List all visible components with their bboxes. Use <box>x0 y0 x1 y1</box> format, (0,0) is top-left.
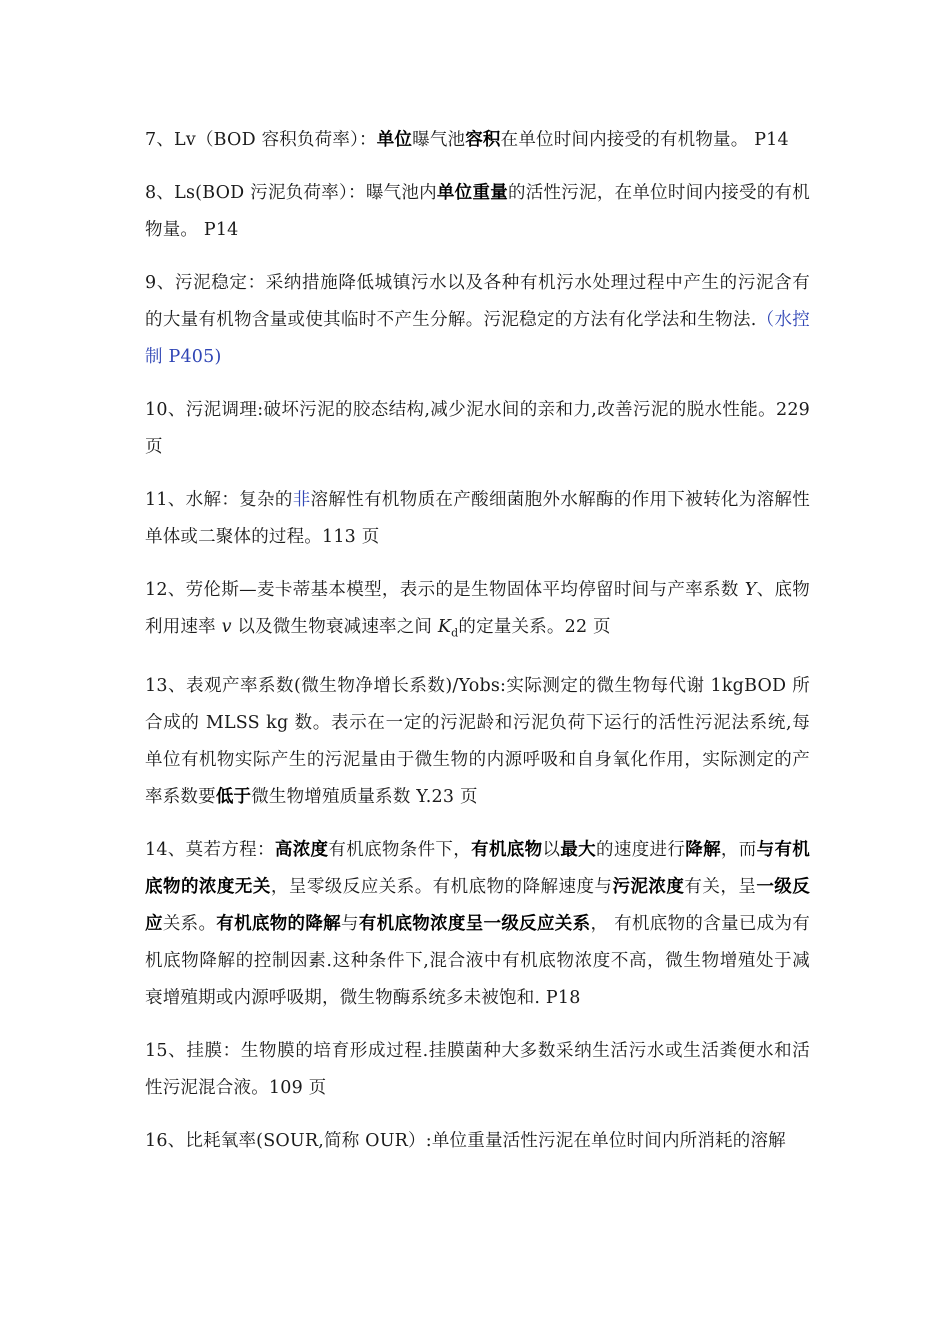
definition-text: 微生物增殖质量系数 Y.23 页 <box>251 786 478 807</box>
definition-text: 14、莫若方程： <box>145 839 275 860</box>
definition-e12 <box>145 572 810 652</box>
bold-term: 降解 <box>685 839 721 860</box>
definition-e13 <box>145 668 810 816</box>
definition-text: 的速度进行 <box>596 839 686 860</box>
definition-text: 10、污泥调理:破坏污泥的胶态结构,减少泥水间的亲和力,改善污泥的脱水性能。229 页 <box>145 400 810 457</box>
symbol-text: Y <box>744 580 757 600</box>
definition-e8 <box>145 175 810 249</box>
definition-text: 、底物利用速率 <box>145 580 810 637</box>
definition-text: 在单位时间内接受的有机物量。 P14 <box>500 130 789 150</box>
bold-term: 与有机底物的浓度无关 <box>145 839 810 897</box>
bold-term: 有机底物 <box>471 839 543 860</box>
symbol-text: K <box>437 617 452 637</box>
subscript-text: d <box>451 626 459 640</box>
definition-text: 以及微生物衰减速率之间 <box>231 617 438 637</box>
definition-text: 与 <box>341 913 359 934</box>
definition-e14 <box>145 832 810 1017</box>
symbol-text: v <box>221 617 232 637</box>
definition-e7 <box>145 122 810 159</box>
bold-term: 最大 <box>560 839 597 860</box>
definition-text: ， 有机底物的含量已成为有机底物降解的控制因素.这种条件下,混合液中有机底物浓度不高，微生物增殖处于减衰增殖期或内源呼吸期，微生物酶系统多未被饱和. P18 <box>145 913 810 1008</box>
bold-term: 单位 <box>376 130 413 150</box>
definition-e9 <box>145 265 810 376</box>
definition-e10 <box>145 392 810 466</box>
bold-term: 一级反应 <box>145 876 810 934</box>
definition-text: ，呈零级反应关系。有机底物的降解速度与 <box>270 876 613 897</box>
definition-text: 有关，呈 <box>684 876 757 897</box>
definition-e16 <box>145 1123 810 1160</box>
definitions-list <box>145 122 810 1176</box>
definition-text: 关系。 <box>162 913 217 934</box>
definition-text: 的活性污泥，在单位时间内接受的有机物量。 P14 <box>145 183 810 240</box>
highlighted-text: 非 <box>292 490 311 510</box>
definition-text: 12、劳伦斯—麦卡蒂基本模型，表示的是生物固体平均停留时间与产率系数 <box>145 580 745 600</box>
definition-text: 7、Lv（BOD 容积负荷率）： <box>145 130 377 150</box>
definition-text: 以 <box>542 839 561 860</box>
definition-e15 <box>145 1033 810 1107</box>
definition-text: 的定量关系。22 页 <box>458 617 611 637</box>
definition-text: ，而 <box>720 839 757 860</box>
definition-text: 9、污泥稳定：采纳措施降低城镇污水以及各种有机污水处理过程中产生的污泥含有的大量有机物含量或使其临时不产生分解。污泥稳定的方法有化学法和生物法. <box>145 273 810 330</box>
bold-term: 有机底物浓度呈一级反应关系 <box>358 913 591 934</box>
bold-term: 单位重量 <box>436 183 508 203</box>
bold-term: 容积 <box>465 130 501 150</box>
definition-text: 11、水解：复杂的 <box>145 490 293 510</box>
definition-e11 <box>145 482 810 556</box>
bold-term: 高浓度 <box>274 839 329 860</box>
definition-text: 溶解性有机物质在产酸细菌胞外水解酶的作用下被转化为溶解性单体或二聚体的过程。113 页 <box>145 490 810 547</box>
definition-text: 曝气池 <box>412 130 466 150</box>
bold-term: 污泥浓度 <box>612 876 685 897</box>
definition-text: 13、表观产率系数(微生物净增长系数)/Yobs:实际测定的微生物每代谢 1kgBOD 所合成的 MLSS kg 数。表示在一定的污泥龄和污泥负荷下运行的活性污泥法系统,每单位有机物实际产生的污泥量由于微生物的内源呼吸和自身氧化作用，实际测定的产率系数要 <box>145 675 810 807</box>
definition-text: 8、Ls(BOD 污泥负荷率）：曝气池内 <box>145 183 437 203</box>
definition-text: 15、挂膜：生物膜的培育形成过程.挂膜菌种大多数采纳生活污水或生活粪便水和活性污泥混合液。109 页 <box>145 1040 810 1098</box>
definition-text: 16、比耗氧率(SOUR,简称 OUR）:单位重量活性污泥在单位时间内所消耗的溶解 <box>145 1130 786 1151</box>
highlighted-text: （水控制 P405) <box>145 310 810 367</box>
bold-term: 低于 <box>215 786 252 807</box>
definition-text: 有机底物条件下， <box>328 839 472 860</box>
bold-term: 有机底物的降解 <box>216 913 341 934</box>
